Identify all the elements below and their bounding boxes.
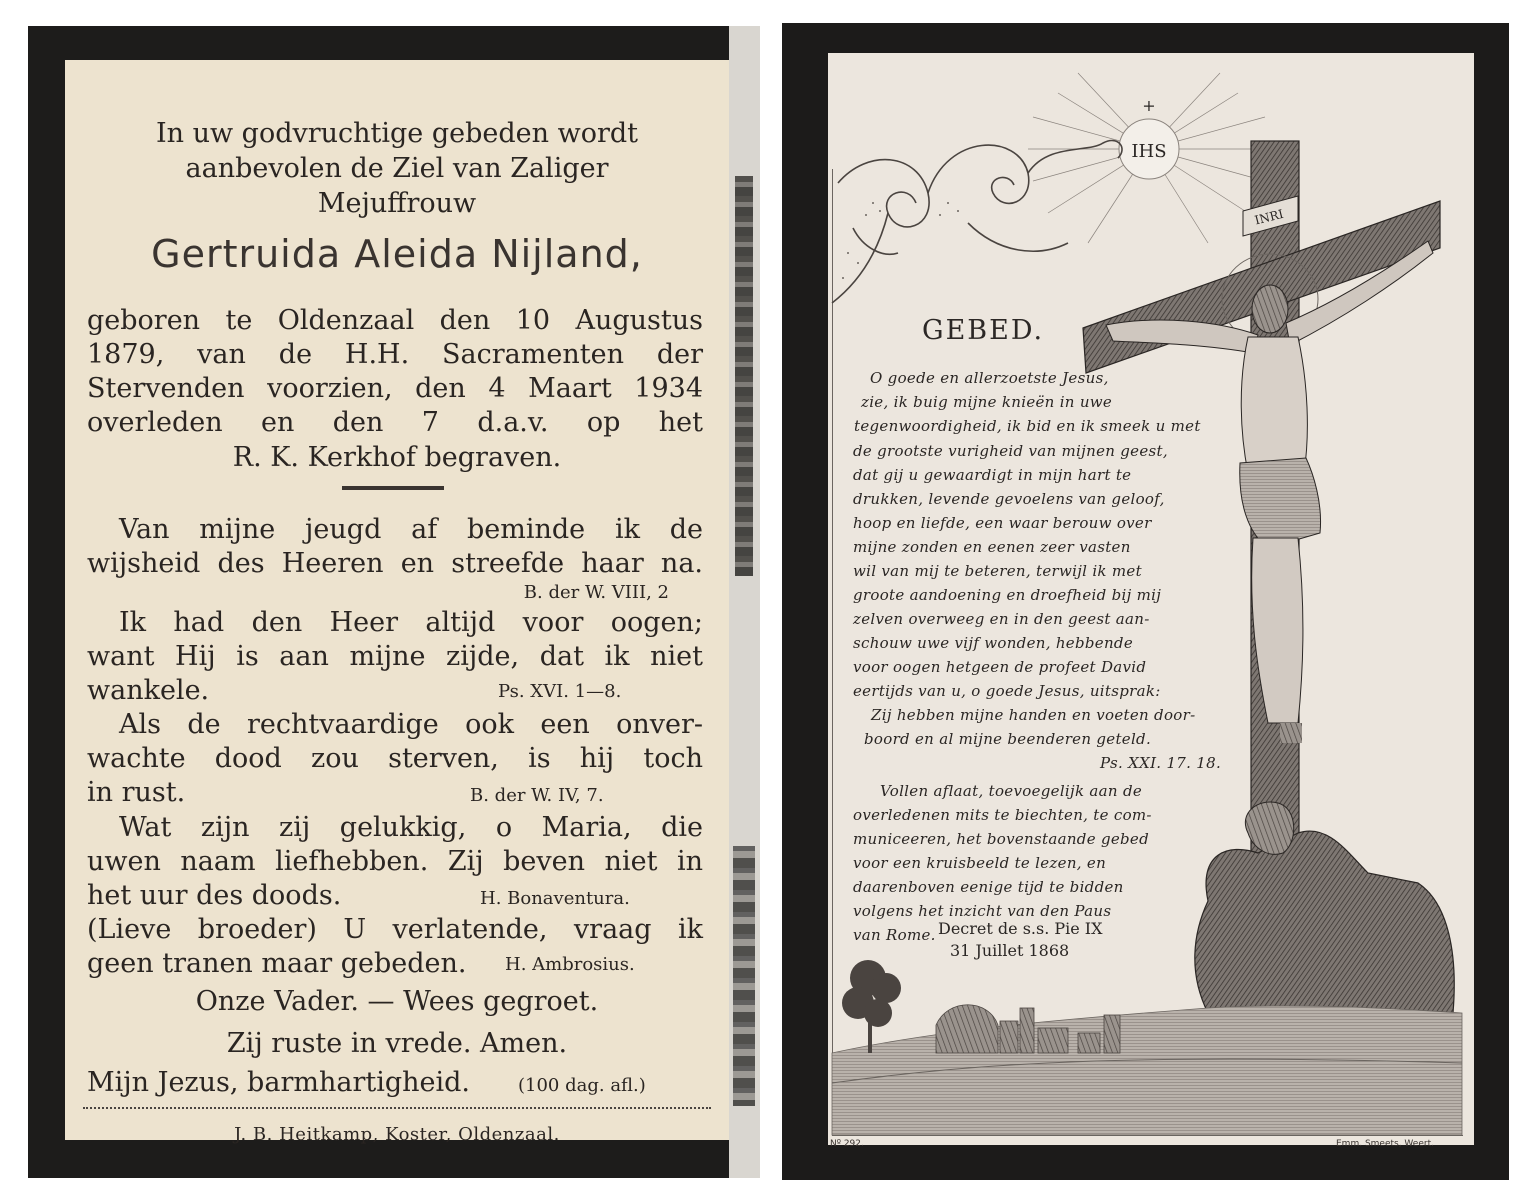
indulgence-line-5: daarenboven eenige tijd te bidden [853, 878, 1124, 896]
dotted-separator [83, 1107, 711, 1109]
quote-3-reference: B. der W. IV, 7. [470, 785, 604, 806]
prayer-line-16: boord en al mijne beenderen geteld. [864, 730, 1152, 748]
inri-plaque: INRI [1253, 206, 1285, 228]
prayer-line-5: dat gij u gewaardigt in mijn hart te [853, 466, 1132, 484]
quote-4-line-3: het uur des doods. [87, 880, 342, 911]
prayer-line-9: wil van mij te beteren, terwijl ik met [853, 562, 1142, 580]
ornament-scroll-icon [832, 141, 1122, 303]
quote-5-reference: H. Ambrosius. [505, 954, 635, 975]
decree-line-2: 31 Juillet 1868 [950, 941, 1070, 960]
quote-1-line-1: Van mijne jeugd af beminde ik de [119, 514, 703, 545]
indulgence-note: (100 dag. afl.) [518, 1075, 646, 1096]
quote-4-line-2: uwen naam liefhebben. Zij beven niet in [87, 846, 703, 877]
indulgence-line-7: van Rome. [853, 926, 936, 944]
svg-text:+: + [1142, 96, 1156, 115]
torn-edge [729, 26, 760, 1178]
prayer-line-4: de grootste vurigheid van mijnen geest, [853, 442, 1168, 460]
publisher-credit: Emm. Smeets, Weert. [1336, 1139, 1434, 1149]
indulgence-line-3: municeeren, het bovenstaande gebed [853, 830, 1149, 848]
rock-mound [1195, 831, 1454, 1013]
memorial-card-front [28, 26, 760, 1178]
indulgence-line-2: overledenen mits te biechten, te com- [853, 806, 1152, 824]
prayer-line-3: tegenwoordigheid, ik bid en ik smeek u met [854, 417, 1201, 435]
quote-1-reference: B. der W. VIII, 2 [523, 582, 669, 603]
bio-line-3: Stervenden voorzien, den 4 Maart 1934 [87, 373, 703, 404]
plate-number: Nº 292. [830, 1139, 864, 1149]
tree-icon [842, 960, 901, 1053]
deceased-name: Gertruida Aleida Nijland, [151, 232, 643, 276]
prayer-line-12: schouw uwe vijf wonden, hebbende [853, 634, 1134, 652]
ihs-monogram: IHS [1131, 141, 1167, 162]
quote-2-line-3: wankele. [87, 675, 210, 706]
closing-amen: Zij ruste in vrede. Amen. [226, 1028, 568, 1059]
prayer-line-11: zelven overweeg en in den geest aan- [853, 610, 1150, 628]
prayer-line-7: hoop en liefde, een waar berouw over [853, 514, 1152, 532]
prayer-title: GEBED. [922, 315, 1045, 346]
indulgence-line-1: Vollen aflaat, toevoegelijk aan de [880, 782, 1143, 800]
final-invocation: Mijn Jezus, barmhartigheid. [87, 1067, 470, 1098]
landscape-ground [832, 1006, 1462, 1135]
quote-5-line-1: (Lieve broeder) U verlatende, vraag ik [87, 914, 703, 945]
bio-line-2: 1879, van de H.H. Sacramenten der [87, 339, 703, 370]
quote-3-line-3: in rust. [87, 777, 186, 808]
psalm-reference: Ps. XXI. 17. 18. [1100, 754, 1222, 772]
quote-2-line-2: want Hij is aan mijne zijde, dat ik niet [87, 641, 703, 672]
bio-line-5: R. K. Kerkhof begraven. [232, 442, 562, 473]
quote-4-line-1: Wat zijn zij gelukkig, o Maria, die [119, 812, 703, 843]
quote-2-line-1: Ik had den Heer altijd voor oogen; [119, 607, 703, 638]
indulgence-line-4: voor een kruisbeeld te lezen, en [853, 854, 1107, 872]
prayer-line-10: groote aandoening en droefheid bij mij [853, 586, 1162, 604]
quote-4-reference: H. Bonaventura. [480, 888, 630, 909]
quote-2-reference: Ps. XVI. 1—8. [498, 681, 622, 702]
prayer-line-2: zie, ik buig mijne knieën in uwe [861, 393, 1113, 411]
card-back-paper [828, 53, 1474, 1149]
prayer-line-13: voor oogen hetgeen de profeet David [853, 658, 1147, 676]
intro-line-1: In uw godvruchtige gebeden wordt [155, 118, 639, 149]
prayer-line-6: drukken, levende gevoelens van geloof, [853, 490, 1165, 508]
intro-line-3: Mejuffrouw [317, 188, 477, 219]
quote-1-line-2: wijsheid des Heeren en streefde haar na. [87, 548, 703, 579]
prayer-line-15: Zij hebben mijne handen en voeten door- [871, 706, 1196, 724]
prayer-line-8: mijne zonden en eenen zeer vasten [853, 538, 1131, 556]
memorial-card-back [782, 23, 1509, 1180]
closing-prayers: Onze Vader. — Wees gegroet. [195, 986, 599, 1017]
divider-rule [342, 486, 444, 490]
prayer-line-1: O goede en allerzoetste Jesus, [870, 369, 1109, 387]
card-front-paper [65, 60, 729, 1145]
prayer-line-14: eertijds van u, o goede Jesus, uitsprak: [853, 682, 1161, 700]
quote-3-line-2: wachte dood zou sterven, is hij toch [87, 743, 703, 774]
quote-3-line-1: Als de rechtvaardige ook een onver- [119, 709, 703, 740]
decree-line-1: Decret de s.s. Pie IX [938, 919, 1103, 938]
indulgence-line-6: volgens het inzicht van den Paus [853, 902, 1112, 920]
quote-5-line-2: geen tranen maar gebeden. [87, 948, 467, 979]
printer-credit: J. B. Heitkamp, Koster, Oldenzaal. [234, 1124, 560, 1145]
intro-line-2: aanbevolen de Ziel van Zaliger [185, 153, 609, 184]
bio-line-4: overleden en den 7 d.a.v. op het [87, 407, 703, 438]
bio-line-1: geboren te Oldenzaal den 10 Augustus [87, 305, 703, 336]
